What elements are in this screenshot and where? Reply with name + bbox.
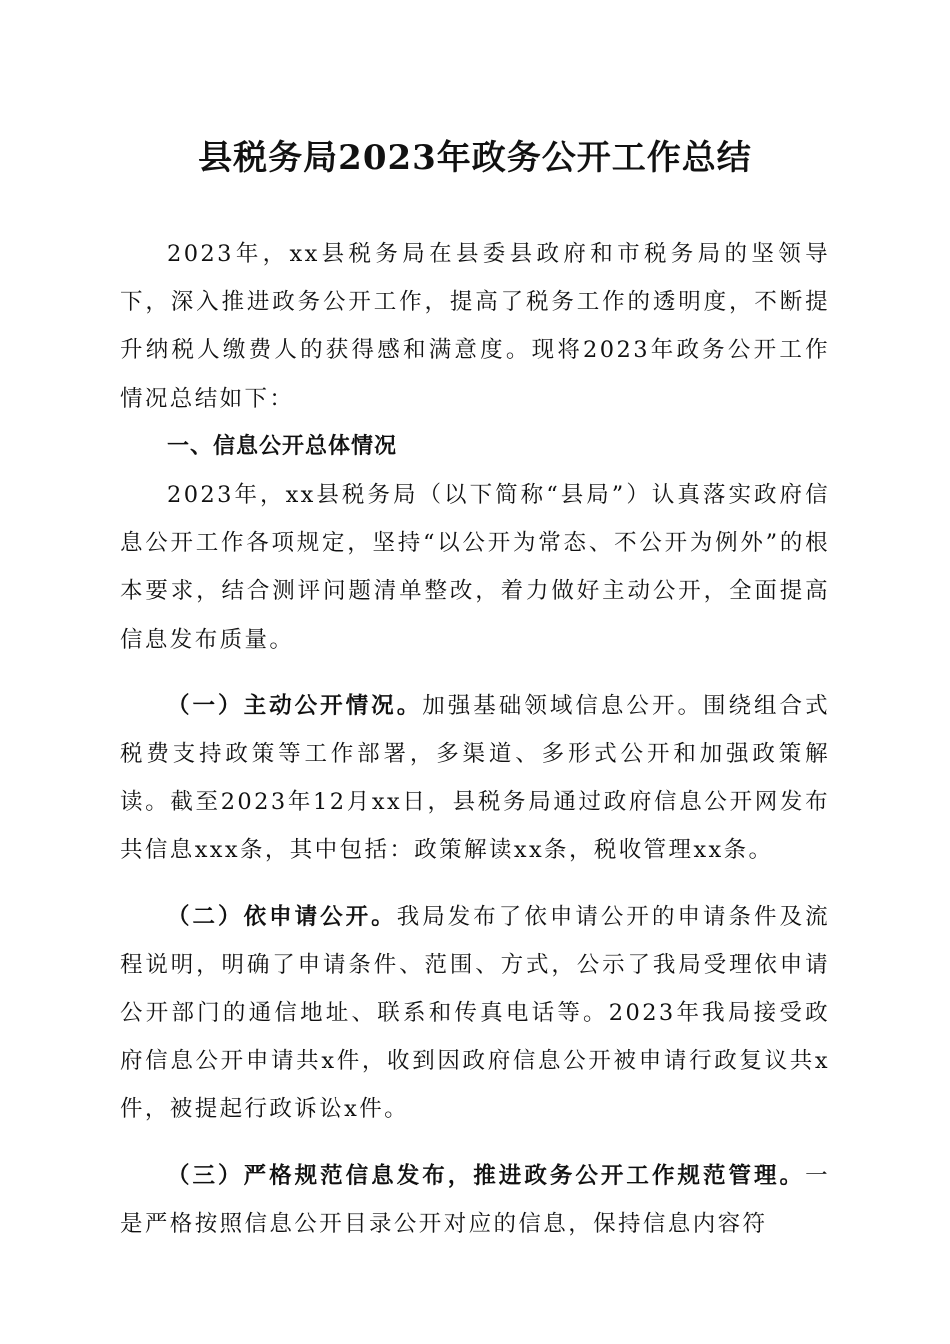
item-2-paragraph <box>120 893 830 1134</box>
item-3-label: （三）严格规范信息发布，推进政务公开工作规范管理。 <box>167 1162 806 1189</box>
item-2-label: （二）依申请公开。 <box>167 903 397 930</box>
paragraph-spacer <box>120 1134 830 1152</box>
paragraph-spacer <box>120 875 830 893</box>
paragraph-spacer <box>120 664 830 682</box>
intro-paragraph: 2023年，xx县税务局在县委县政府和市税务局的坚领导下，深入推进政务公开工作，提高了税务工作的透明度，不断提升纳税人缴费人的获得感和满意度。现将2023年政务公开工作情况总结如下： <box>120 241 830 412</box>
item-1-label: （一）主动公开情况。 <box>167 692 423 719</box>
section-heading-1: 一、信息公开总体情况 <box>167 433 398 459</box>
section1-paragraph: 2023年，xx县税务局（以下简称“县局”）认真落实政府信息公开工作各项规定，坚持“以公开为常态、不公开为例外”的根本要求，结合测评问题清单整改，着力做好主动公开，全面提高信息发布质量。 <box>120 482 830 653</box>
item-3-text: 一是严格按照信息公开目录公开对应的信息，保持信息内容符 <box>120 1162 830 1237</box>
document-body <box>120 230 830 1248</box>
item-1-text: 加强基础领域信息公开。围绕组合式税费支持政策等工作部署，多渠道、多形式公开和加强政策解读。截至2023年12月xx日，县税务局通过政府信息公开网发布共信息xxx条，其中包括：政策解读xx条，税收管理xx条。 <box>120 692 830 864</box>
item-1-paragraph <box>120 682 830 875</box>
document-title: 县税务局2023年政务公开工作总结 <box>198 138 752 178</box>
item-2-text: 我局发布了依申请公开的申请条件及流程说明，明确了申请条件、范围、方式，公示了我局受理依申请公开部门的通信地址、联系和传真电话等。2023年我局接受政府信息公开申请共x件，收到因政府信息公开被申请行政复议共x件，被提起行政诉讼x件。 <box>120 903 830 1123</box>
item-3-paragraph <box>120 1152 830 1248</box>
